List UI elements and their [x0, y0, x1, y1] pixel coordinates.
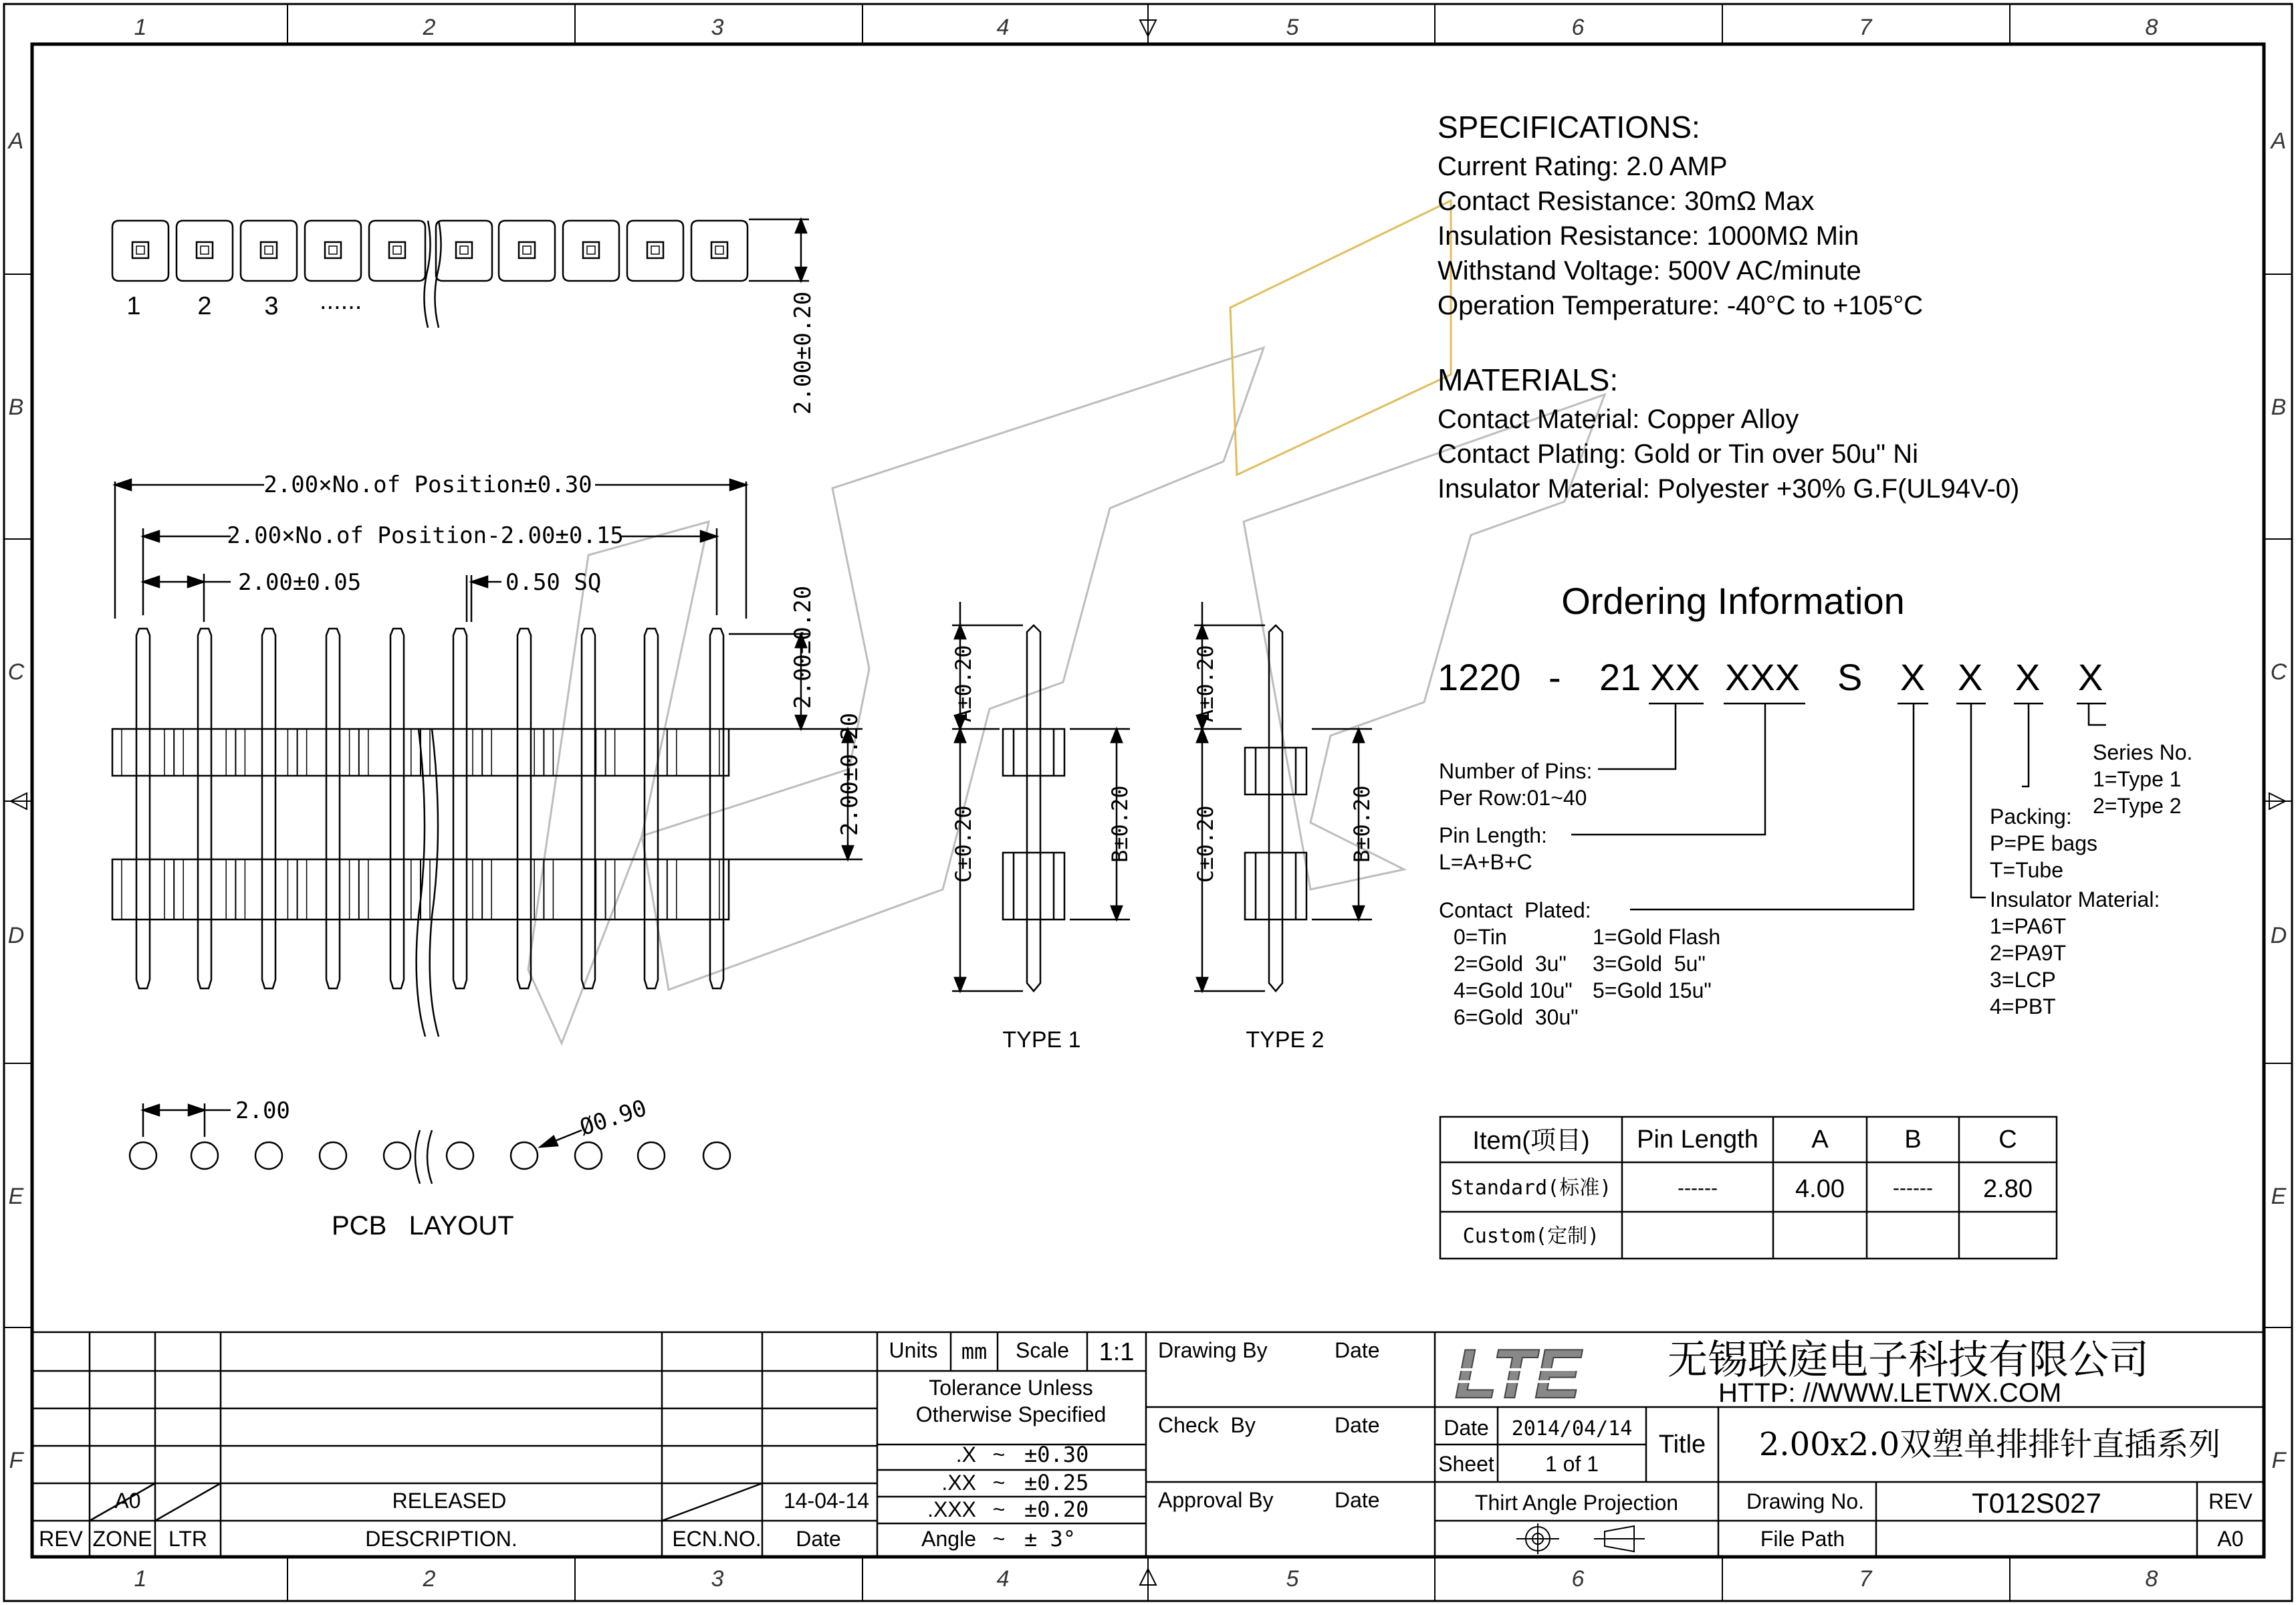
top-pad [177, 221, 233, 281]
code-s: S [1837, 656, 1863, 698]
insulator-4: 4=PBT [1990, 994, 2056, 1019]
drawing-title: 2.00x2.0双塑单排排针直插系列 [1758, 1426, 2221, 1463]
logo-text: LTE [1454, 1335, 1581, 1413]
tol-angle-sep: ~ [992, 1527, 1006, 1551]
company-logo [1455, 1335, 1591, 1413]
materials-line-insulator: Insulator Material: Polyester +30% G.F(UL94V-0) [1438, 474, 2020, 504]
drawing-no-value: T012S027 [1972, 1487, 2101, 1519]
top-pad [305, 221, 361, 281]
projection-label: Thirt Angle Projection [1474, 1491, 1679, 1515]
sheet-value: 1 of 1 [1544, 1452, 1599, 1476]
ordering-info [1438, 580, 2192, 1029]
dimension-table [1440, 1117, 2057, 1259]
pcb-hole [255, 1142, 282, 1169]
table-header-pin-length: Pin Length [1637, 1126, 1758, 1154]
type2-dim-c: C±0.20 [1193, 805, 1218, 883]
type1-label: TYPE 1 [1002, 1027, 1081, 1053]
row-a-left: A [8, 128, 24, 154]
pcb-hole [130, 1142, 156, 1169]
pin-length-formula: L=A+B+C [1439, 850, 1532, 874]
scale-value: 1:1 [1099, 1338, 1135, 1366]
pcb-hole [703, 1142, 730, 1169]
table-row-standard-b: ------ [1893, 1177, 1933, 1199]
spec-line-resistance: Contact Resistance: 30mΩ Max [1438, 187, 1815, 216]
table-row-standard-a: 4.00 [1795, 1175, 1845, 1203]
series-label: Series No. [2093, 740, 2193, 764]
top-pin-inner [587, 246, 595, 254]
check-by-label: Check By [1158, 1413, 1256, 1437]
company-website: HTTP: //WWW.LETWX.COM [1718, 1378, 2062, 1408]
pcb-layout-title: PCB LAYOUT [332, 1211, 514, 1241]
sheet-label: Sheet [1438, 1452, 1494, 1476]
code-dash: - [1548, 656, 1561, 698]
check-date-label: Date [1335, 1413, 1380, 1437]
tol-angle-value: ± 3° [1024, 1526, 1076, 1552]
front-pin [518, 629, 531, 988]
type1-dim-a: A±0.20 [951, 645, 976, 722]
code-packing: X [2015, 656, 2041, 698]
dim-inner-length: 2.00×No.of Position-2.00±0.15 [227, 522, 624, 549]
row-a-right: A [2271, 128, 2287, 154]
rev-cell: A0 [114, 1489, 141, 1513]
col-6-bottom: 6 [1571, 1566, 1585, 1592]
date-label: Date [1444, 1416, 1489, 1440]
pcb-hole [638, 1142, 665, 1169]
row-e-right: E [2271, 1184, 2287, 1209]
front-insulators [112, 729, 729, 920]
col-1-bottom: 1 [134, 1566, 147, 1592]
col-5-top: 5 [1286, 15, 1299, 40]
top-pad [369, 221, 425, 281]
plated-3: 3=Gold 5u" [1593, 952, 1706, 976]
units-label: Units [889, 1338, 938, 1362]
header-zone: ZONE [92, 1527, 152, 1551]
top-pad [241, 221, 297, 281]
code-rows: 21 [1599, 656, 1641, 698]
top-pad [436, 221, 492, 281]
orange-highlight [1230, 201, 1451, 475]
front-view-labels [227, 471, 863, 836]
header-rev: REV [39, 1527, 83, 1551]
tol-xx-value: ±0.25 [1024, 1470, 1089, 1495]
title-label: Title [1658, 1430, 1706, 1459]
type1-view [952, 602, 1130, 991]
scale-label: Scale [1015, 1338, 1070, 1362]
tol-x-sep: ~ [992, 1442, 1006, 1467]
table-header-item: Item(项目) [1472, 1127, 1590, 1155]
top-pin-inner [715, 246, 723, 254]
spec-line-current: Current Rating: 2.0 AMP [1438, 152, 1728, 181]
top-view-labels [126, 287, 816, 415]
pcb-labels [235, 1095, 650, 1241]
col-7-top: 7 [1859, 15, 1872, 40]
dim-pin-square: 0.50 SQ [505, 569, 602, 596]
col-5-bottom: 5 [1286, 1566, 1299, 1592]
top-pin-square [325, 242, 341, 258]
row-c-right: C [2270, 659, 2287, 685]
top-pin-square [711, 242, 727, 258]
pin-number-2: 2 [197, 292, 212, 320]
drawing-by-label: Drawing By [1158, 1338, 1268, 1362]
col-4-top: 4 [996, 15, 1010, 40]
pins-label: Number of Pins: [1439, 759, 1593, 783]
plated-1: 1=Gold Flash [1593, 925, 1721, 949]
top-pin-inner [651, 246, 659, 254]
top-pad [563, 221, 619, 281]
top-pad [112, 221, 168, 281]
ordering-heading: Ordering Information [1561, 580, 1905, 622]
front-pin [262, 629, 275, 988]
table-row-standard-pin-length: ------ [1678, 1177, 1718, 1199]
units-value: mm [961, 1339, 988, 1364]
company-name: 无锡联庭电子科技有限公司 [1668, 1338, 2149, 1382]
pcb-hole [575, 1142, 602, 1169]
header-date: Date [796, 1527, 841, 1551]
top-view [112, 219, 809, 328]
front-pin [582, 629, 595, 988]
tol-xxx-sep: ~ [992, 1497, 1006, 1521]
packing-p: P=PE bags [1990, 831, 2097, 855]
plated-6: 6=Gold 30u" [1454, 1005, 1579, 1029]
rev-label: REV [2208, 1489, 2253, 1513]
table-row-standard-label: Standard(标准) [1450, 1176, 1612, 1200]
spec-line-temperature: Operation Temperature: -40°C to +105°C [1438, 291, 1924, 320]
code-series: X [2078, 656, 2103, 698]
title-block [32, 1332, 2264, 1557]
insulator-label: Insulator Material: [1990, 887, 2160, 912]
col-4-bottom: 4 [996, 1566, 1010, 1592]
insulator-3: 3=LCP [1990, 968, 2056, 992]
pin-length-label: Pin Length: [1439, 823, 1547, 847]
drawing-date-label: Date [1335, 1338, 1380, 1362]
packing-label: Packing: [1990, 805, 2072, 829]
date-value: 2014/04/14 [1511, 1417, 1633, 1440]
col-2-bottom: 2 [423, 1566, 436, 1592]
front-pin [645, 629, 658, 988]
approval-by-label: Approval By [1158, 1488, 1274, 1512]
header-ltr: LTR [168, 1527, 208, 1551]
top-pin-inner [201, 246, 209, 254]
col-1-top: 1 [134, 15, 147, 40]
approval-date-label: Date [1335, 1488, 1380, 1512]
tol-angle-label: Angle [921, 1527, 976, 1551]
top-pin-inner [393, 246, 401, 254]
top-pin-square [647, 242, 663, 258]
row-d-left: D [7, 923, 25, 948]
projection-symbol [1516, 1523, 1645, 1554]
pcb-hole [320, 1142, 346, 1169]
col-7-bottom: 7 [1859, 1566, 1872, 1592]
pins-range: Per Row:01~40 [1439, 786, 1587, 810]
inner-frame [32, 44, 2264, 1557]
row-b-right: B [2271, 395, 2287, 420]
front-pin [326, 629, 340, 988]
plated-5: 5=Gold 15u" [1593, 978, 1712, 1002]
row-f-left: F [9, 1448, 23, 1473]
pcb-hole [511, 1142, 538, 1169]
top-pin-inner [329, 246, 337, 254]
pcb-hole [447, 1142, 473, 1169]
row-d-right: D [2270, 923, 2287, 948]
dim-total-length: 2.00×No.of Position±0.30 [263, 471, 592, 498]
row-e-left: E [8, 1184, 24, 1209]
code-prefix: 1220 [1438, 656, 1521, 698]
tol-x-label: .X [955, 1442, 976, 1467]
top-height-dim: 2.00±0.20 [790, 291, 816, 415]
col-3-bottom: 3 [711, 1566, 724, 1592]
type1-dim-b: B±0.20 [1107, 785, 1133, 863]
tol-xx-sep: ~ [992, 1471, 1006, 1495]
type2-view [1194, 602, 1372, 991]
top-pin-square [132, 242, 148, 258]
pin-number-3: 3 [264, 292, 279, 320]
front-pin [198, 629, 211, 988]
header-ecn: ECN.NO. [672, 1527, 762, 1551]
tol-xx-label: .XX [941, 1471, 976, 1495]
type1-dim-c: C±0.20 [951, 805, 976, 883]
top-pad [691, 221, 748, 281]
tol-x-value: ±0.30 [1024, 1442, 1089, 1467]
col-2-top: 2 [423, 15, 436, 40]
table-row-custom-label: Custom(定制) [1462, 1224, 1600, 1248]
col-6-top: 6 [1571, 15, 1585, 40]
tolerance-title-1: Tolerance Unless [929, 1376, 1093, 1400]
top-pin-square [197, 242, 213, 258]
pcb-hole [191, 1142, 218, 1169]
materials-line-contact: Contact Material: Copper Alloy [1438, 405, 1799, 434]
front-pin [390, 629, 404, 988]
top-pad [499, 221, 555, 281]
pcb-hole [384, 1142, 411, 1169]
top-pin-square [456, 242, 472, 258]
top-pin-inner [136, 246, 144, 254]
front-pin [136, 629, 150, 988]
dim-pitch: 2.00±0.05 [238, 569, 362, 596]
top-pin-square [583, 242, 599, 258]
specifications [1438, 110, 2019, 504]
type2-dim-a: A±0.20 [1193, 645, 1218, 722]
row-f-right: F [2271, 1448, 2286, 1473]
insulator-1: 1=PA6T [1990, 914, 2067, 938]
plated-0: 0=Tin [1454, 925, 1507, 949]
release-date-cell: 14-04-14 [783, 1489, 870, 1513]
tolerance-title-2: Otherwise Specified [915, 1402, 1107, 1426]
materials-heading: MATERIALS: [1438, 362, 1619, 397]
spec-line-voltage: Withstand Voltage: 500V AC/minute [1438, 256, 1861, 286]
top-pad [627, 221, 683, 281]
top-pin-square [261, 242, 277, 258]
top-pin-inner [523, 246, 531, 254]
spec-heading: SPECIFICATIONS: [1438, 110, 1700, 144]
top-pin-inner [460, 246, 468, 254]
packing-t: T=Tube [1990, 858, 2063, 882]
col-8-top: 8 [2145, 15, 2158, 40]
col-8-bottom: 8 [2145, 1566, 2158, 1592]
table-row-standard-c: 2.80 [1983, 1175, 2033, 1203]
pcb-holes [130, 1142, 730, 1169]
tol-xxx-value: ±0.20 [1024, 1497, 1089, 1522]
code-insulator: X [1958, 656, 1983, 698]
released-cell: RELEASED [392, 1489, 507, 1513]
rev-value: A0 [2217, 1527, 2244, 1551]
table-header-c: C [1998, 1126, 2017, 1154]
code-pins: XX [1650, 656, 1700, 698]
type2-label: TYPE 2 [1246, 1027, 1325, 1053]
front-pin [710, 629, 723, 988]
drawing-no-label: Drawing No. [1746, 1489, 1865, 1513]
materials-line-plating: Contact Plating: Gold or Tin over 50u" Ni [1438, 439, 1919, 469]
dim-lower-height: 2.00±0.20 [836, 712, 863, 836]
contact-plated-label: Contact Plated: [1439, 898, 1591, 922]
series-1: 1=Type 1 [2093, 767, 2182, 791]
series-2: 2=Type 2 [2093, 794, 2182, 818]
tol-xxx-label: .XXX [927, 1497, 976, 1521]
dim-upper-height: 2.00±0.20 [790, 585, 816, 709]
insulator-2: 2=PA9T [1990, 941, 2067, 965]
front-view [112, 479, 863, 1037]
row-c-left: C [7, 659, 25, 685]
spec-line-insulation: Insulation Resistance: 1000MΩ Min [1438, 221, 1859, 251]
top-pin-inner [265, 246, 273, 254]
pin-number-ellipsis: ...... [320, 287, 362, 315]
front-pin [453, 629, 467, 988]
type2-dim-b: B±0.20 [1349, 785, 1375, 863]
file-path-label: File Path [1760, 1527, 1845, 1551]
plated-2: 2=Gold 3u" [1454, 952, 1567, 976]
table-header-a: A [1811, 1126, 1829, 1154]
table-header-b: B [1904, 1126, 1922, 1154]
col-3-top: 3 [711, 15, 724, 40]
header-description: DESCRIPTION. [365, 1527, 518, 1551]
pcb-hole-diameter: Ø0.90 [576, 1094, 651, 1142]
pcb-pitch: 2.00 [235, 1097, 290, 1124]
plated-4: 4=Gold 10u" [1454, 978, 1573, 1002]
top-pin-square [519, 242, 535, 258]
row-b-left: B [8, 395, 24, 420]
pin-number-1: 1 [126, 292, 141, 320]
code-plated: X [1900, 656, 1926, 698]
top-pin-square [389, 242, 405, 258]
code-length: XXX [1725, 656, 1801, 698]
